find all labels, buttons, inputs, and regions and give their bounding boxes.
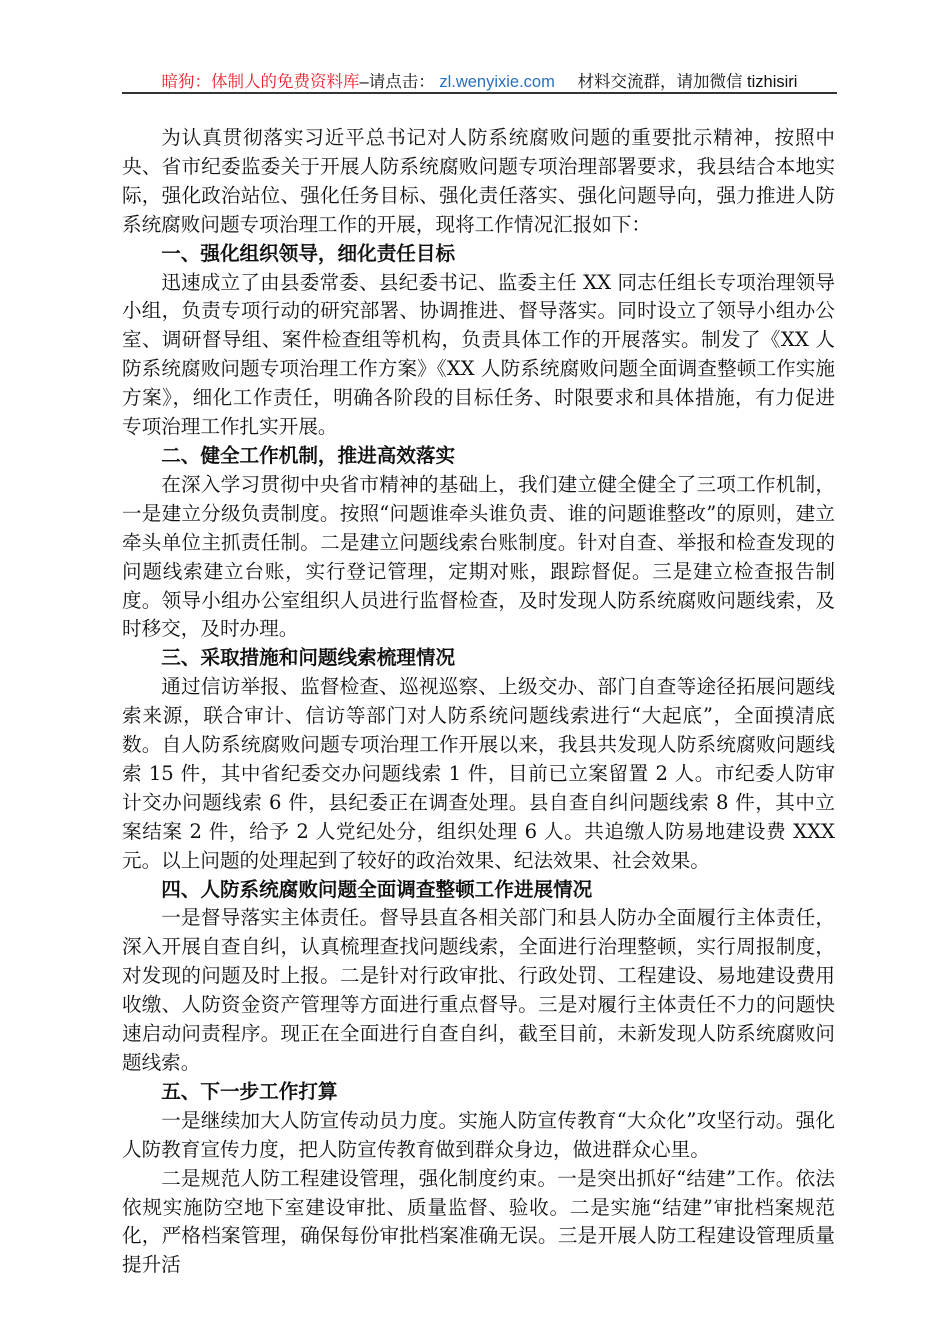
document-body <box>122 124 835 1280</box>
page-header <box>122 68 837 92</box>
body-paragraph: 在深入学习贯彻中央省市精神的基础上，我们建立健全健全了三项工作机制，一是建立分级负责制度。按照“问题谁牵头谁负责、谁的问题谁整改”的原则，建立牵头单位主抓责任制。二是建立问题线索台账制度。针对自查、举报和检查发现的问题线索建立台账，实行登记管理，定期对账，跟踪督促。三是建立检查报告制度。领导小组办公室组织人员进行监督检查，及时发现人防系统腐败问题线索，及时移交，及时办理。 <box>122 472 835 641</box>
section-heading: 四、人防系统腐败问题全面调查整顿工作进展情况 <box>161 877 593 901</box>
body-paragraph: 一是继续加大人防宣传动员力度。实施人防宣传教育“大众化”攻坚行动。强化人防教育宣传力度，把人防宣传教育做到群众身边，做进群众心里。 <box>122 1108 835 1161</box>
header-prompt: –请点击： <box>359 73 435 91</box>
header-contact: 材料交流群，请加微信 tizhisiri <box>577 73 798 91</box>
header-url-link[interactable]: zl.wenyixie.com <box>439 73 555 91</box>
body-paragraph: 通过信访举报、监督检查、巡视巡察、上级交办、部门自查等途径拓展问题线索来源，联合审计、信访等部门对人防系统问题线索进行“大起底”，全面摸清底数。自人防系统腐败问题专项治理工作开展以来，我县共发现人防系统腐败问题线索 15 件，其中省纪委交办问题线索 1 件，目前已立案留置 2 人。市纪委人防审计交办问题线索 6 件，县纪委正在调查处理。县自查自纠问题线索 8 件，其中立案结案 2 件，给予 2 人党纪处分，组织处理 6 人。共追缴人防易地建设费 XXX 元。以上问题的处理起到了较好的政治效果、纪法效果、社会效果。 <box>122 675 835 872</box>
body-paragraph: 二是规范人防工程建设管理，强化制度约束。一是突出抓好“结建”工作。依法依规实施防空地下室建设审批、质量监督、验收。二是实施“结建”审批档案规范化，严格档案管理，确保每份审批档案准确无误。三是开展人防工程建设管理质量提升活 <box>122 1166 835 1277</box>
section-heading: 一、强化组织领导，细化责任目标 <box>161 241 456 265</box>
header-brand: 暗狗：体制人的免费资料库 <box>161 73 360 91</box>
section-heading: 五、下一步工作打算 <box>161 1079 338 1103</box>
header-divider <box>122 92 837 94</box>
body-paragraph: 迅速成立了由县委常委、县纪委书记、监委主任 XX 同志任组长专项治理领导小组，负责专项行动的研究部署、协调推进、督导落实。同时设立了领导小组办公室、调研督导组、案件检查组等机构，负责具体工作的开展落实。制发了《XX 人防系统腐败问题专项治理工作方案》《XX 人防系统腐败问题全面调查整顿工作实施方案》，细化工作责任，明确各阶段的目标任务、时限要求和具体措施，有力促进专项治理工作扎实开展。 <box>122 270 835 439</box>
section-heading: 三、采取措施和问题线索梳理情况 <box>161 646 456 670</box>
body-paragraph: 一是督导落实主体责任。督导县直各相关部门和县人防办全面履行主体责任，深入开展自查自纠，认真梳理查找问题线索，全面进行治理整顿，实行周报制度，对发现的问题及时上报。二是针对行政审批、行政处罚、工程建设、易地建设费用收缴、人防资金资产管理等方面进行重点督导。三是对履行主体责任不力的问题快速启动问责程序。现正在全面进行自查自纠，截至目前，未新发现人防系统腐败问题线索。 <box>122 906 835 1074</box>
section-heading: 二、健全工作机制，推进高效落实 <box>161 443 456 467</box>
intro-paragraph: 为认真贯彻落实习近平总书记对人防系统腐败问题的重要批示精神，按照中央、省市纪委监委关于开展人防系统腐败问题专项治理部署要求，我县结合本地实际，强化政治站位、强化任务目标、强化责任落实、强化问题导向，强力推进人防系统腐败问题专项治理工作的开展，现将工作情况汇报如下： <box>122 126 835 236</box>
